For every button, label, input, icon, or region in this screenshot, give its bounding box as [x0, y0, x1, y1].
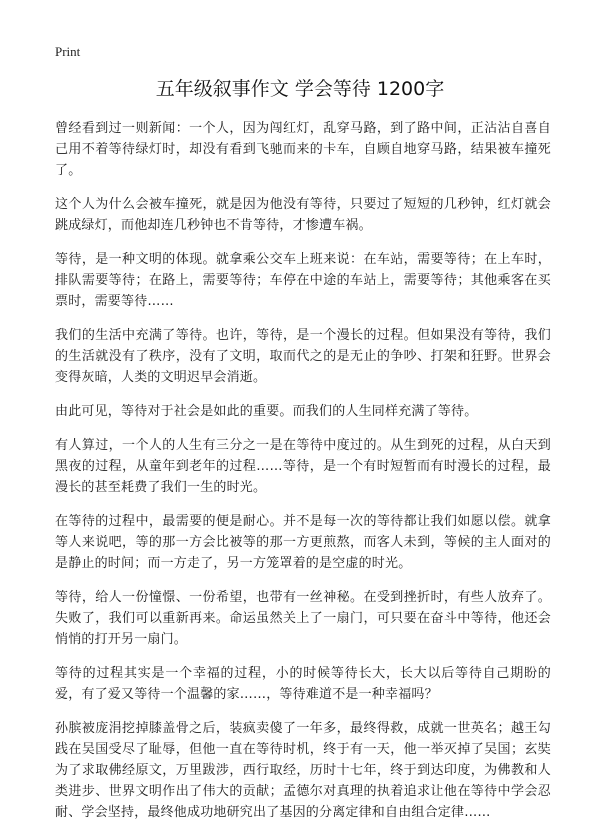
- paragraph-1: 曾经看到过一则新闻：一个人，因为闯红灯，乱穿马路，到了路中间，正沾沾自喜自己用不着等待绿灯时，却没有看到飞驰而来的卡车，自顾自地穿马路，结果被车撞死了。: [55, 121, 551, 178]
- paragraph-7: 在等待的过程中，最需要的便是耐心。并不是每一次的等待都让我们如愿以偿。就拿等人来说吧，等的那一方会比被等的那一方更煎熬，而客人未到，等候的主人面对的是静止的时间；而一方走了，另一方笼罩着的是空虚的时光。: [55, 514, 551, 571]
- paragraph-8: 等待，给人一份憧憬、一份希望，也带有一丝神秘。在受到挫折时，有些人放弃了。失败了，我们可以重新再来。命运虽然关上了一扇门，可只要在奋斗中等待，他还会悄悄的打开另一扇门。: [55, 590, 551, 647]
- page-title: 五年级叙事作文 学会等待 1200字: [155, 78, 445, 100]
- paragraph-2: 这个人为什么会被车撞死，就是因为他没有等待，只要过了短短的几秒钟，红灯就会跳成绿灯，而他却连几秒钟也不肯等待，才惨遭车祸。: [55, 197, 551, 233]
- paragraph-9: 等待的过程其实是一个幸福的过程，小的时候等待长大，长大以后等待自己期盼的爱，有了爱又等待一个温馨的家……，等待难道不是一种幸福吗？: [55, 666, 551, 702]
- paragraph-4: 我们的生活中充满了等待。也许，等待，是一个漫长的过程。但如果没有等待，我们的生活就没有了秩序，没有了文明，取而代之的是无止的争吵、打架和狂野。世界会变得灰暗，人类的文明迟早会消逝。: [55, 328, 551, 385]
- paragraph-5: 由此可见，等待对于社会是如此的重要。而我们的人生同样充满了等待。: [55, 404, 478, 419]
- paragraph-10: 孙膑被庞涓挖掉膝盖骨之后，装疯卖傻了一年多，最终得救，成就一世英名；越王勾践在吴国受尽了耻辱，但他一直在等待时机，终于有一天，他一举灭掉了吴国；玄奘为了求取佛经原文，万里跋涉，西行取经，历时十七年，终于到达印度，为佛教和人类进步、世界文明作出了伟大的贡献；孟德尔对真理的执着追求让他在等待中学会忍耐、学会坚持，最终他成功地研究出了基因的分离定律和自由组合定律……: [55, 721, 551, 820]
- paragraph-3: 等待，是一种文明的体现。就拿乘公交车上班来说：在车站，需要等待；在上车时，排队需要等待；在路上，需要等待；车停在中途的车站上，需要等待；其他乘客在买票时，需要等待……: [55, 252, 551, 309]
- print-link[interactable]: Print: [55, 44, 81, 59]
- paragraph-6: 有人算过，一个人的人生有三分之一是在等待中度过的。从生到死的过程，从白天到黑夜的过程，从童年到老年的过程……等待，是一个有时短暂而有时漫长的过程，最漫长的甚至耗费了我们一生的时光。: [55, 438, 551, 495]
- article-body: [55, 118, 551, 836]
